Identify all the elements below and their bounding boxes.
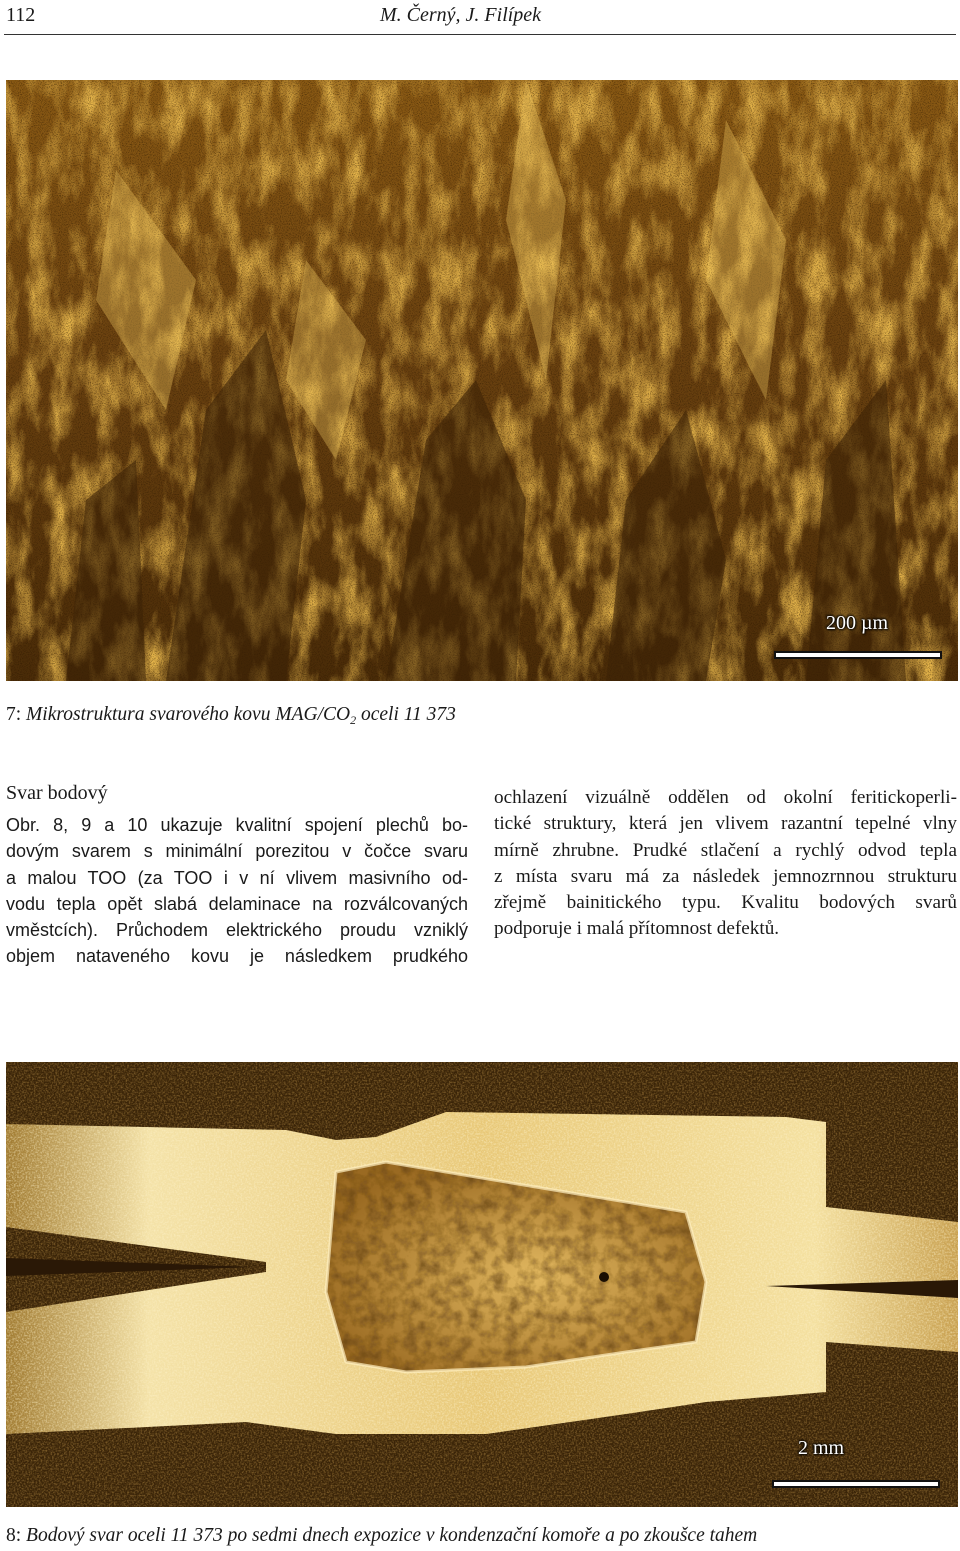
text-line: Obr. 8, 9 a 10 ukazuje kvalitní spojení plechů bo- xyxy=(6,815,468,835)
caption-number: 7: xyxy=(6,704,22,725)
caption-subscript: 2 xyxy=(350,713,357,727)
text-line: vměstcích). Průchodem elektrického proudu vzniklý xyxy=(6,920,468,941)
caption-number: 8: xyxy=(6,1525,22,1546)
text-line: z místa svaru má za následek jemnozrnnou strukturu xyxy=(494,865,957,887)
text-line: vodu tepla opět slabá delaminace na rozválcovaných xyxy=(6,893,468,914)
caption-text-main: Mikrostruktura svarového kovu MAG/CO xyxy=(26,704,351,725)
text-line: zřejmě bainitického typu. Kvalitu bodových svarů xyxy=(494,892,957,914)
text-line: dovým svarem s minimální porezitou v čočce svaru xyxy=(6,841,468,862)
scale-bar-label: 200 µm xyxy=(826,612,889,634)
scale-bar xyxy=(774,651,942,659)
text-line: podporuje i malá přítomnost defektů. xyxy=(494,918,780,940)
text-line: a malou TOO (za TOO i v ní vlivem masivního od- xyxy=(6,867,468,888)
page-header xyxy=(0,0,960,34)
page-number: 112 xyxy=(6,4,36,26)
body-text-right-column xyxy=(494,785,957,943)
body-text-left-column xyxy=(6,812,468,970)
scale-bar xyxy=(772,1480,940,1488)
header-rule xyxy=(4,34,956,35)
figure-7-caption xyxy=(6,704,456,728)
text-line: ochlazení vizuálně oddělen od okolní feritickoperli- xyxy=(494,787,957,808)
caption-text: Bodový svar oceli 11 373 po sedmi dnech expozice v kondenzační komoře a po zkoušce tahem xyxy=(21,1525,758,1546)
section-heading: Svar bodový xyxy=(6,782,108,804)
micrograph-weld-metal-image xyxy=(6,80,958,681)
running-title: M. Černý, J. Filípek xyxy=(380,4,542,26)
caption-text-end: oceli 11 373 xyxy=(356,704,456,725)
text-line: mírně zhrubne. Prudké stlačení a rychlý odvod tepla xyxy=(494,839,957,861)
figure-8-macrograph xyxy=(6,1062,958,1507)
figure-7-micrograph xyxy=(6,80,958,681)
figure-8-caption xyxy=(6,1525,757,1547)
caption-text xyxy=(26,704,456,725)
text-line: tické struktury, která jen vlivem razantní tepelné vlny xyxy=(494,813,957,835)
scale-bar-label: 2 mm xyxy=(798,1437,845,1459)
text-line: objem nataveného kovu je následkem prudkého xyxy=(6,946,468,967)
